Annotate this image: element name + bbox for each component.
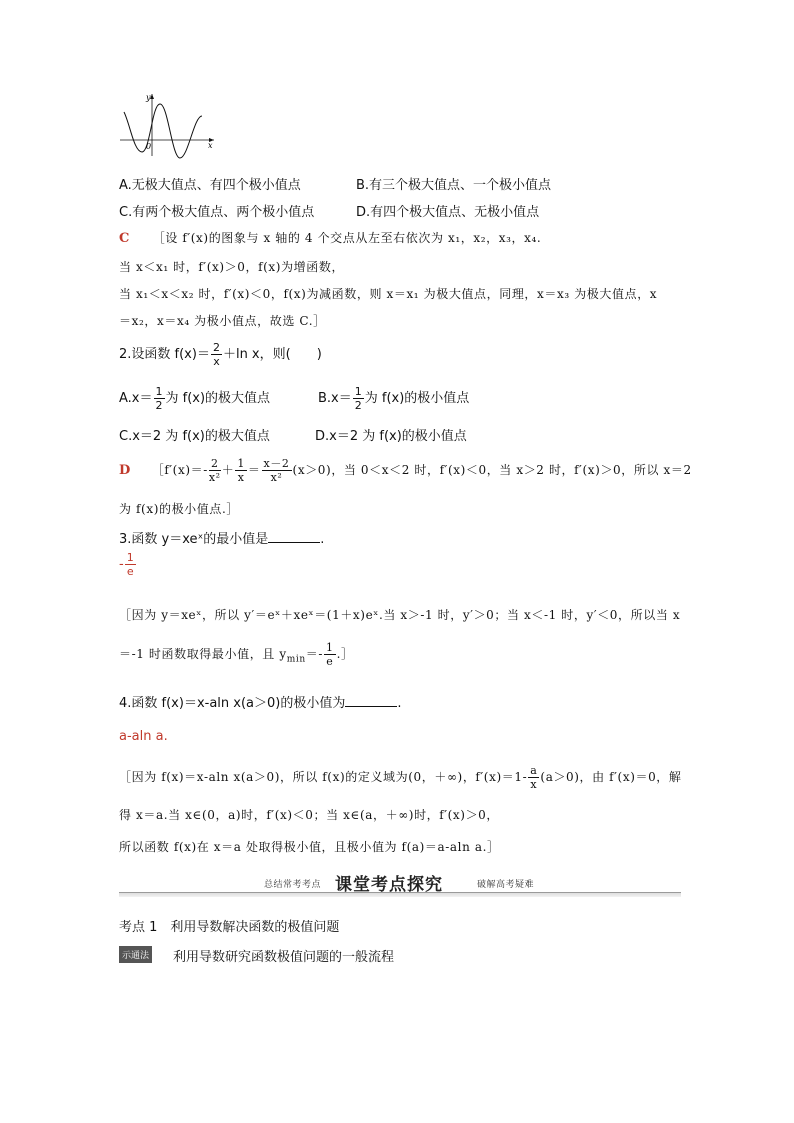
q1-exp-line4: ＝x₂，x＝x₄ 为极小值点，故选 C.］ bbox=[119, 314, 326, 328]
section-banner bbox=[119, 868, 681, 900]
q2-opt-b-den: 2 bbox=[354, 399, 362, 412]
q2-stem-fraction bbox=[211, 342, 222, 367]
q2-stem bbox=[119, 342, 322, 367]
q2-opt-b-fraction bbox=[353, 386, 364, 411]
q4-exp-fraction bbox=[528, 765, 539, 790]
derivative-graph bbox=[118, 90, 218, 160]
q3-answer bbox=[119, 552, 137, 577]
q4-exp-line3: 所以函数 f(x)在 x＝a 处取得极小值，且极小值为 f(a)＝a-aln a.］ bbox=[119, 840, 500, 854]
origin-label: 0 bbox=[146, 142, 152, 151]
q3-exp-line2 bbox=[119, 642, 354, 667]
q2-option-a bbox=[119, 386, 270, 411]
q2-stem-frac-den: x bbox=[213, 355, 220, 368]
q2-exp-f1-den: x² bbox=[208, 471, 221, 484]
q3-stem-end: . bbox=[320, 532, 325, 547]
q3-exp-line2-prefix: ＝-1 时函数取得最小值，且 y bbox=[119, 647, 287, 661]
q4-exp-line1 bbox=[119, 765, 682, 790]
q2-exp-f2-den: x bbox=[237, 471, 245, 484]
q4-exp-den: x bbox=[530, 778, 538, 791]
method-tag bbox=[119, 944, 152, 963]
q3-answer-den: e bbox=[126, 565, 134, 578]
method-tag-badge: 示通法 bbox=[119, 946, 152, 963]
q3-answer-num: 1 bbox=[126, 551, 134, 564]
q4-exp-num: a bbox=[530, 764, 538, 777]
q2-option-c: C.x＝2 为 f(x)的极大值点 bbox=[119, 429, 270, 444]
q2-opt-a-num: 1 bbox=[155, 385, 163, 398]
q3-exp-line2-end: .］ bbox=[336, 647, 354, 661]
q2-exp-prefix: ［f′(x)＝- bbox=[151, 463, 208, 477]
y-axis-label: y bbox=[146, 93, 151, 102]
q2-exp-line2: 为 f(x)的极小值点.］ bbox=[119, 502, 240, 516]
q3-exp-fraction bbox=[324, 642, 336, 667]
q2-exp-eq: ＝ bbox=[247, 463, 261, 477]
q4-exp-line2: 得 x＝a.当 x∈(0，a)时，f′(x)＜0；当 x∈(a，＋∞)时，f′(x)＞0， bbox=[119, 808, 500, 822]
q1-option-d: D.有四个极大值点、无极小值点 bbox=[356, 205, 540, 220]
q2-option-d: D.x＝2 为 f(x)的极小值点 bbox=[315, 429, 467, 444]
q3-exp-line1: ［因为 y＝xeˣ，所以 y′＝eˣ＋xeˣ＝(1＋x)eˣ.当 x＞-1 时，y′＞0；当 x＜-1 时，y′＜0，所以当 x bbox=[119, 608, 681, 622]
q4-exp-line1-suffix: (a＞0)，由 f′(x)＝0，解 bbox=[540, 770, 682, 784]
section-heading: 考点 1 利用导数解决函数的极值问题 bbox=[119, 920, 340, 935]
derivative-curve bbox=[124, 104, 202, 158]
q2-answer: D bbox=[119, 463, 131, 478]
q2-exp-frac1 bbox=[209, 458, 221, 483]
q2-stem-prefix: 2.设函数 f(x)＝ bbox=[119, 347, 210, 362]
q1-option-a: A.无极大值点、有四个极小值点 bbox=[119, 178, 301, 193]
banner-title: 课堂考点探究 bbox=[335, 875, 443, 895]
q2-opt-b-suffix: 为 f(x)的极小值点 bbox=[364, 391, 470, 406]
q2-opt-a-den: 2 bbox=[155, 399, 163, 412]
q4-exp-line1-prefix: ［因为 f(x)＝x-aln x(a＞0)，所以 f(x)的定义域为(0，＋∞)，f′(x)＝1- bbox=[119, 770, 528, 784]
q3-exp-line2-mid: ＝- bbox=[305, 647, 323, 661]
q2-opt-b-num: 1 bbox=[354, 385, 362, 398]
q2-exp-f2-num: 1 bbox=[237, 457, 245, 470]
x-axis-label: x bbox=[208, 141, 213, 150]
q2-exp-f1-num: 2 bbox=[209, 458, 221, 471]
q2-exp-plus: ＋ bbox=[221, 463, 235, 477]
q3-exp-num: 1 bbox=[325, 641, 334, 654]
q3-answer-fraction bbox=[125, 552, 136, 577]
q1-exp-line2: 当 x＜x₁ 时，f′(x)＞0，f(x)为增函数， bbox=[119, 260, 345, 274]
banner-right-text: 破解高考疑难 bbox=[477, 880, 535, 890]
y-axis-arrow bbox=[150, 94, 154, 99]
q2-opt-b-prefix: B.x＝ bbox=[318, 391, 352, 406]
q2-opt-a-fraction bbox=[154, 386, 165, 411]
q3-answer-sign: - bbox=[119, 557, 124, 572]
q1-exp-line1: ［设 f′(x)的图象与 x 轴的 4 个交点从左至右依次为 x₁，x₂，x₃，x₄. bbox=[152, 231, 542, 245]
q2-stem-frac-num: 2 bbox=[212, 341, 220, 354]
q1-option-b: B.有三个极大值点、一个极小值点 bbox=[356, 178, 552, 193]
q3-exp-den: e bbox=[326, 655, 334, 668]
q2-explanation bbox=[119, 458, 692, 483]
q2-exp-f3-den: x² bbox=[270, 471, 283, 484]
q4-stem-text: 4.函数 f(x)＝x-aln x(a＞0)的极小值为 bbox=[119, 696, 346, 711]
section-subheading: 利用导数研究函数极值问题的一般流程 bbox=[173, 950, 395, 965]
banner-left-text: 总结常考考点 bbox=[264, 880, 322, 890]
q2-exp-f3-num: x－2 bbox=[263, 457, 290, 470]
q4-stem-end: . bbox=[397, 696, 402, 711]
q3-exp-line2-sub: min bbox=[286, 654, 306, 665]
q4-answer-blank bbox=[345, 705, 397, 707]
q1-exp-line3: 当 x₁＜x＜x₂ 时，f′(x)＜0，f(x)为减函数，则 x＝x₁ 为极大值点，同理，x＝x₃ 为极大值点，x bbox=[119, 287, 658, 301]
q2-exp-frac3 bbox=[262, 458, 292, 483]
q4-answer: a-aln a. bbox=[119, 729, 168, 744]
q2-option-b bbox=[318, 386, 469, 411]
q2-exp-frac2 bbox=[235, 458, 247, 483]
q1-explanation bbox=[119, 229, 541, 246]
q2-opt-a-prefix: A.x＝ bbox=[119, 391, 153, 406]
q3-stem bbox=[119, 528, 324, 547]
q3-answer-blank bbox=[268, 541, 320, 543]
q3-stem-text: 3.函数 y＝xeˣ的最小值是 bbox=[119, 532, 269, 547]
q1-option-c: C.有两个极大值点、两个极小值点 bbox=[119, 205, 315, 220]
q2-exp-rest: (x＞0)，当 0＜x＜2 时，f′(x)＜0，当 x＞2 时，f′(x)＞0，所以 x＝2 bbox=[292, 463, 692, 477]
q2-opt-a-suffix: 为 f(x)的极大值点 bbox=[165, 391, 271, 406]
q4-stem bbox=[119, 692, 402, 711]
q2-stem-suffix: ＋ln x，则( ) bbox=[222, 347, 322, 362]
q1-answer: C bbox=[119, 231, 130, 246]
